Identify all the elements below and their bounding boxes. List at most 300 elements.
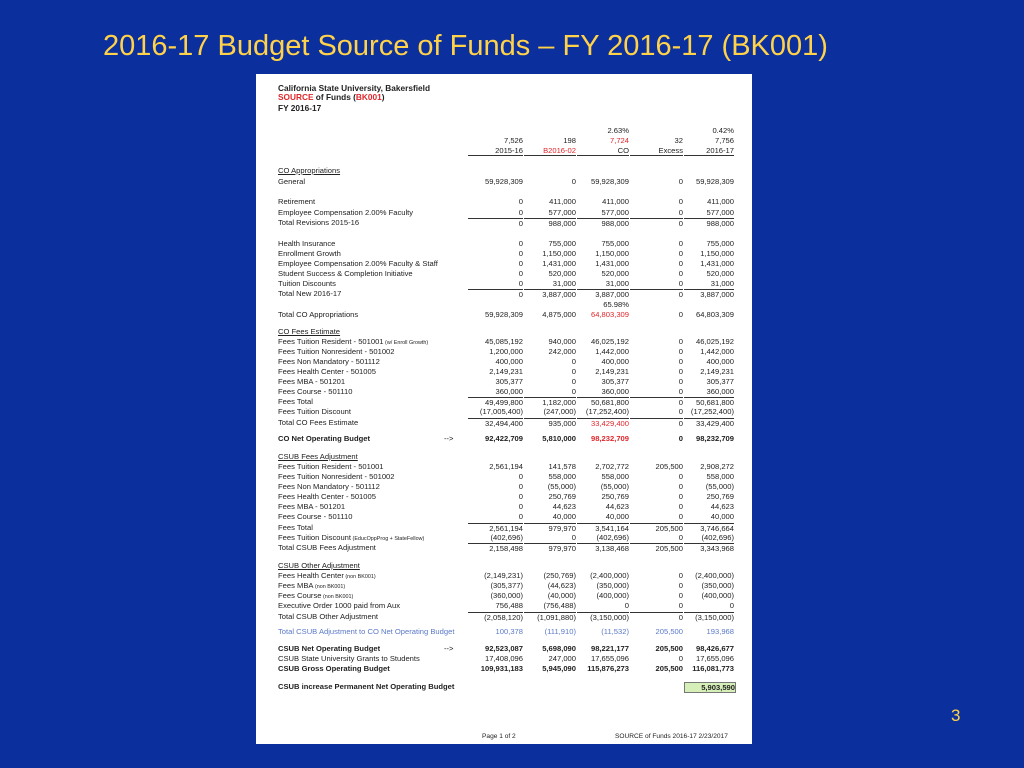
row-label: Total New 2016-17 [278,289,342,298]
row-label: Total CSUB Adjustment to CO Net Operating Budget [278,627,455,636]
table-cell: 0 [518,472,523,481]
table-cell: (2,058,120) [468,612,523,622]
table-cell: (305,377) [490,581,523,590]
table-cell: 98,221,177 [590,644,629,653]
table-row [256,472,752,482]
table-cell: 0 [678,239,683,248]
table-cell: 400,000 [495,357,523,366]
table-cell: 0 [678,177,683,186]
table-cell: (402,696) [596,533,629,542]
table-row [256,612,752,622]
row-label: CSUB Gross Operating Budget [278,664,390,673]
table-cell: (11,532) [601,627,629,636]
table-cell: 400,000 [706,357,734,366]
table-cell: 205,500 [655,462,683,471]
table-cell: (3,150,000) [577,612,629,622]
table-cell: 59,928,309 [695,177,734,186]
table-cell: 0 [678,434,683,443]
table-cell: 3,138,468 [577,543,629,553]
table-cell: (360,000) [490,591,523,600]
table-cell: 92,523,087 [484,644,523,653]
row-note: (non BK001) [343,574,376,580]
budget-document [256,74,752,744]
row-label: Fees Tuition Discount [278,407,352,416]
table-cell: 3,746,664 [684,523,734,533]
table-cell: 98,232,709 [695,434,734,443]
table-cell: 49,499,800 [468,397,523,407]
table-row [256,367,752,377]
table-cell: 577,000 [601,208,629,217]
table-cell: 65.98% [603,300,629,309]
col-header-cell: 32 [674,136,683,145]
table-cell: 0 [678,512,683,521]
row-label: Fees Total [278,523,313,532]
table-cell: 0 [518,502,523,511]
row-label: Total CO Appropriations [278,310,359,319]
table-cell: 1,442,000 [595,347,629,356]
table-cell: 50,681,800 [577,397,629,407]
table-cell: 360,000 [495,387,523,396]
table-cell: 44,623 [552,502,576,511]
row-note: (non BK001) [313,584,346,590]
table-cell: (247,000) [543,407,576,416]
table-cell: 360,000 [601,387,629,396]
row-label: Fees Total [278,397,313,406]
table-row [256,269,752,279]
table-cell: 1,431,000 [700,259,734,268]
table-cell: 109,931,183 [480,664,523,673]
col-header-cell: 198 [563,136,576,145]
table-cell: 1,442,000 [700,347,734,356]
table-cell: 0 [678,482,683,491]
row-label: Health Insurance [278,239,336,248]
doc-university: California State University, Bakersfield [278,83,431,93]
row-label: Fees Health Center - 501005 [278,367,376,376]
table-cell: 40,000 [605,512,629,521]
table-cell: 40,000 [710,512,734,521]
row-label: Fees Health Center (non BK001) [278,571,376,580]
table-row [256,523,752,533]
table-cell: 0 [630,289,683,299]
table-row [256,644,752,654]
table-cell: (3,150,000) [684,612,734,622]
table-cell: 0 [678,249,683,258]
table-cell: 205,500 [655,644,683,653]
table-cell: 0 [678,259,683,268]
table-cell: 0 [630,218,683,228]
table-row [256,502,752,512]
row-label: Fees Tuition Nonresident - 501002 [278,347,395,356]
table-cell: 64,803,309 [695,310,734,319]
table-row [256,166,752,176]
table-cell: 2,158,498 [468,543,523,553]
table-cell: 59,928,309 [590,177,629,186]
table-cell: (400,000) [596,591,629,600]
table-row [256,601,752,611]
table-cell: 0 [729,601,734,610]
table-cell: 4,875,000 [542,310,576,319]
col-header-cell: 2015-16 [468,146,523,156]
table-cell: (40,000) [547,591,576,600]
col-header-cell: 2.63% [607,126,629,135]
table-cell: 3,343,968 [684,543,734,553]
table-cell: 411,000 [602,197,629,206]
row-label: Fees Course - 501110 [278,387,353,396]
table-cell: 0 [678,387,683,396]
table-row [256,581,752,591]
table-cell: 0 [678,492,683,501]
table-row [256,397,752,407]
row-label: Tuition Discounts [278,279,336,288]
table-cell: (756,488) [543,601,576,610]
table-cell: 46,025,192 [695,337,734,346]
row-label: Fees Tuition Resident - 501001 (w/ Enroll Growth) [278,337,429,346]
of-funds-text: of Funds ( [313,92,356,102]
table-row [256,543,752,553]
table-cell: 2,561,194 [468,523,523,533]
table-cell: 115,876,273 [587,664,629,673]
row-label: Total CSUB Fees Adjustment [278,543,376,552]
table-cell: 558,000 [548,472,576,481]
table-row [256,682,752,692]
table-cell: 0 [630,397,683,407]
table-cell: 520,000 [706,269,734,278]
table-cell: 0 [678,654,683,663]
table-row [256,347,752,357]
table-cell: (17,005,400) [479,407,523,416]
table-row [256,249,752,259]
row-label: CO Net Operating Budget [278,434,370,443]
table-cell: 0 [518,269,523,278]
row-label: CSUB Net Operating Budget [278,644,381,653]
table-cell: 0 [678,533,683,542]
table-cell: (2,400,000) [590,571,629,580]
row-label: Fees Tuition Resident - 501001 [278,462,384,471]
source-word: SOURCE [278,92,314,102]
table-cell: 2,149,231 [595,367,629,376]
row-label: CO Appropriations [278,166,341,175]
table-row [256,310,752,320]
table-cell: 205,500 [655,627,683,636]
table-cell: 5,810,000 [542,434,576,443]
col-header-pct-row [256,126,752,136]
table-cell: 0 [678,279,683,288]
row-note: (EducOppProg + StateFellow) [351,536,425,542]
table-row [256,279,752,289]
table-row [256,591,752,601]
table-cell: 31,000 [552,279,576,288]
table-cell: 755,000 [706,239,734,248]
table-cell: 5,945,090 [542,664,576,673]
table-cell: 193,968 [706,627,734,636]
table-cell: 44,623 [605,502,629,511]
table-cell: 116,081,773 [692,664,734,673]
table-cell: 0 [571,377,576,386]
table-cell: 40,000 [552,512,576,521]
table-row [256,452,752,462]
table-cell: 1,431,000 [542,259,576,268]
table-cell: 0 [518,239,523,248]
row-label: Fees Health Center - 501005 [278,492,376,501]
table-cell: 1,200,000 [489,347,523,356]
col-header-cell: Excess [630,146,683,156]
table-cell: 0 [678,377,683,386]
table-cell: 1,150,000 [595,249,629,258]
row-label: Enrollment Growth [278,249,341,258]
table-cell: 979,970 [524,523,576,533]
table-row [256,627,752,637]
table-row [256,462,752,472]
row-label: Employee Compensation 2.00% Faculty [278,208,414,217]
row-label: Fees Non Mandatory - 501112 [278,482,380,491]
table-cell: 0 [518,482,523,491]
table-cell: 3,887,000 [577,289,629,299]
table-cell: 0 [678,407,683,416]
row-label: CO Fees Estimate [278,327,341,336]
table-cell: 33,429,400 [577,418,629,428]
table-row [256,492,752,502]
table-row [256,387,752,397]
slide-number: 3 [951,706,961,725]
table-cell: 0 [678,601,683,610]
table-row [256,377,752,387]
table-cell: 558,000 [706,472,734,481]
table-row [256,434,752,444]
table-cell: 755,000 [601,239,629,248]
row-label: Fees Course (non BK001) [278,591,354,600]
table-cell: 250,769 [601,492,629,501]
table-cell: 1,431,000 [595,259,629,268]
table-row [256,407,752,417]
doc-source-title [278,92,385,102]
table-cell: 558,000 [601,472,629,481]
row-note: (non BK001) [321,594,354,600]
table-cell: (350,000) [701,581,734,590]
table-cell: 400,000 [601,357,629,366]
table-cell: 0 [571,357,576,366]
table-cell: 33,429,400 [684,418,734,428]
table-cell: (250,769) [543,571,576,580]
table-cell: 988,000 [577,218,629,228]
table-cell: 45,085,192 [484,337,523,346]
row-label: Total CSUB Other Adjustment [278,612,379,621]
arrow-indicator: --> [444,644,454,653]
table-cell: 0 [468,218,523,228]
table-cell: 141,578 [548,462,576,471]
table-cell: 0 [518,197,523,206]
table-cell: 0 [678,591,683,600]
table-cell: 59,928,309 [484,310,523,319]
doc-fiscal-year: FY 2016-17 [278,103,322,113]
table-cell: 247,000 [548,654,576,663]
table-row [256,418,752,428]
table-cell: 0 [624,601,629,610]
table-cell: 17,655,096 [695,654,734,663]
table-cell: 5,698,090 [542,644,576,653]
table-row [256,327,752,337]
table-row [256,561,752,571]
arrow-indicator: --> [444,434,454,443]
table-cell: 520,000 [548,269,576,278]
table-cell: 5,903,590 [684,682,736,693]
row-label: Fees Tuition Nonresident - 501002 [278,472,395,481]
table-cell: (1,091,880) [524,612,576,622]
table-cell: 305,377 [706,377,734,386]
table-cell: 0 [518,512,523,521]
table-cell: (55,000) [600,482,629,491]
table-cell: 0 [518,259,523,268]
table-row [256,208,752,218]
table-cell: 205,500 [630,523,683,533]
table-cell: 31,000 [710,279,734,288]
table-cell: 360,000 [706,387,734,396]
table-cell: 1,150,000 [700,249,734,258]
row-label: Fees Course - 501110 [278,512,353,521]
table-cell: 50,681,800 [684,397,734,407]
footer-page: Page 1 of 2 [482,733,516,740]
table-cell: (55,000) [547,482,576,491]
col-header-count-row [256,136,752,146]
table-cell: 0 [518,492,523,501]
row-label: Fees MBA - 501201 [278,377,346,386]
row-label: Retirement [278,197,316,206]
table-cell: 3,887,000 [684,289,734,299]
table-cell: (17,252,400) [585,407,629,416]
table-cell: 988,000 [524,218,576,228]
table-cell: 0 [678,310,683,319]
table-cell: (350,000) [596,581,629,590]
table-cell: 756,488 [495,601,523,610]
table-cell: 2,149,231 [489,367,523,376]
table-row [256,533,752,543]
table-cell: 205,500 [655,664,683,673]
table-cell: (17,252,400) [690,407,734,416]
table-cell: 0 [571,387,576,396]
table-cell: 0 [678,347,683,356]
table-cell: 988,000 [684,218,734,228]
footer-source: SOURCE of Funds 2016-17 2/23/2017 [615,733,728,740]
table-cell: 98,232,709 [590,434,629,443]
table-row [256,300,752,310]
col-header-name-row [256,146,752,156]
table-cell: 17,408,096 [484,654,523,663]
col-header-cell: 7,756 [714,136,734,145]
table-cell: 46,025,192 [590,337,629,346]
table-row [256,571,752,581]
table-cell: 577,000 [548,208,576,217]
table-cell: 250,769 [548,492,576,501]
table-cell: 2,149,231 [700,367,734,376]
table-row [256,289,752,299]
row-label: Executive Order 1000 paid from Aux [278,601,400,610]
table-cell: (402,696) [490,533,523,542]
row-label: Fees Non Mandatory - 501112 [278,357,380,366]
row-label: Student Success & Completion Initiative [278,269,413,278]
paren-close: ) [381,92,385,102]
table-cell: (2,400,000) [695,571,734,580]
table-cell: 979,970 [524,543,576,553]
row-label: Fees MBA - 501201 [278,502,346,511]
table-cell: 411,000 [549,197,576,206]
table-row [256,482,752,492]
table-cell: 1,182,000 [524,397,576,407]
table-cell: (400,000) [701,591,734,600]
row-label: General [278,177,306,186]
bk-code: BK001 [355,92,382,102]
table-cell: 411,000 [707,197,734,206]
table-cell: (2,149,231) [484,571,523,580]
table-cell: 44,623 [710,502,734,511]
table-cell: 100,378 [495,627,523,636]
table-cell: 205,500 [630,543,683,553]
col-header-cell: B2016-02 [524,146,576,156]
table-cell: 2,561,194 [489,462,523,471]
row-label: Total Revisions 2015-16 [278,218,360,227]
table-cell: 0 [678,269,683,278]
table-cell: 31,000 [605,279,629,288]
table-row [256,197,752,207]
row-label: Fees MBA (non BK001) [278,581,346,590]
table-cell: 98,426,677 [695,644,734,653]
table-cell: 0 [571,177,576,186]
table-cell: 0 [678,197,683,206]
table-cell: 0 [678,472,683,481]
table-row [256,337,752,347]
table-cell: 250,769 [706,492,734,501]
table-cell: 0 [468,289,523,299]
table-cell: 755,000 [548,239,576,248]
table-row [256,218,752,228]
table-cell: 1,150,000 [542,249,576,258]
table-row [256,664,752,674]
row-note: (w/ Enroll Growth) [383,340,429,346]
row-label: Employee Compensation 2.00% Faculty & Staff [278,259,438,268]
table-cell: 0 [678,581,683,590]
table-cell: (402,696) [701,533,734,542]
row-label: CSUB Fees Adjustment [278,452,358,461]
table-cell: 935,000 [524,418,576,428]
table-cell: 59,928,309 [484,177,523,186]
table-cell: 0 [630,418,683,428]
table-cell: 3,541,164 [577,523,629,533]
table-row [256,654,752,664]
table-cell: (44,623) [547,581,576,590]
table-cell: 0 [518,279,523,288]
table-cell: 3,887,000 [524,289,576,299]
row-label: CSUB State University Grants to Students [278,654,420,663]
col-header-cell: 0.42% [712,126,734,135]
table-cell: (111,910) [544,627,576,636]
row-label: Total CO Fees Estimate [278,418,359,427]
table-cell: 0 [678,571,683,580]
table-cell: 577,000 [706,208,734,217]
table-cell: 2,908,272 [700,462,734,471]
col-header-cell: 7,724 [609,136,629,145]
table-cell: 0 [678,208,683,217]
table-cell: 0 [678,357,683,366]
table-cell: 0 [571,367,576,376]
table-cell: 0 [518,249,523,258]
table-cell: 520,000 [601,269,629,278]
table-cell: 940,000 [548,337,576,346]
table-cell: 64,803,309 [590,310,629,319]
table-cell: 32,494,400 [468,418,523,428]
table-row [256,239,752,249]
table-cell: 2,702,772 [595,462,629,471]
table-cell: 0 [571,533,576,542]
table-row [256,512,752,522]
table-row [256,177,752,187]
